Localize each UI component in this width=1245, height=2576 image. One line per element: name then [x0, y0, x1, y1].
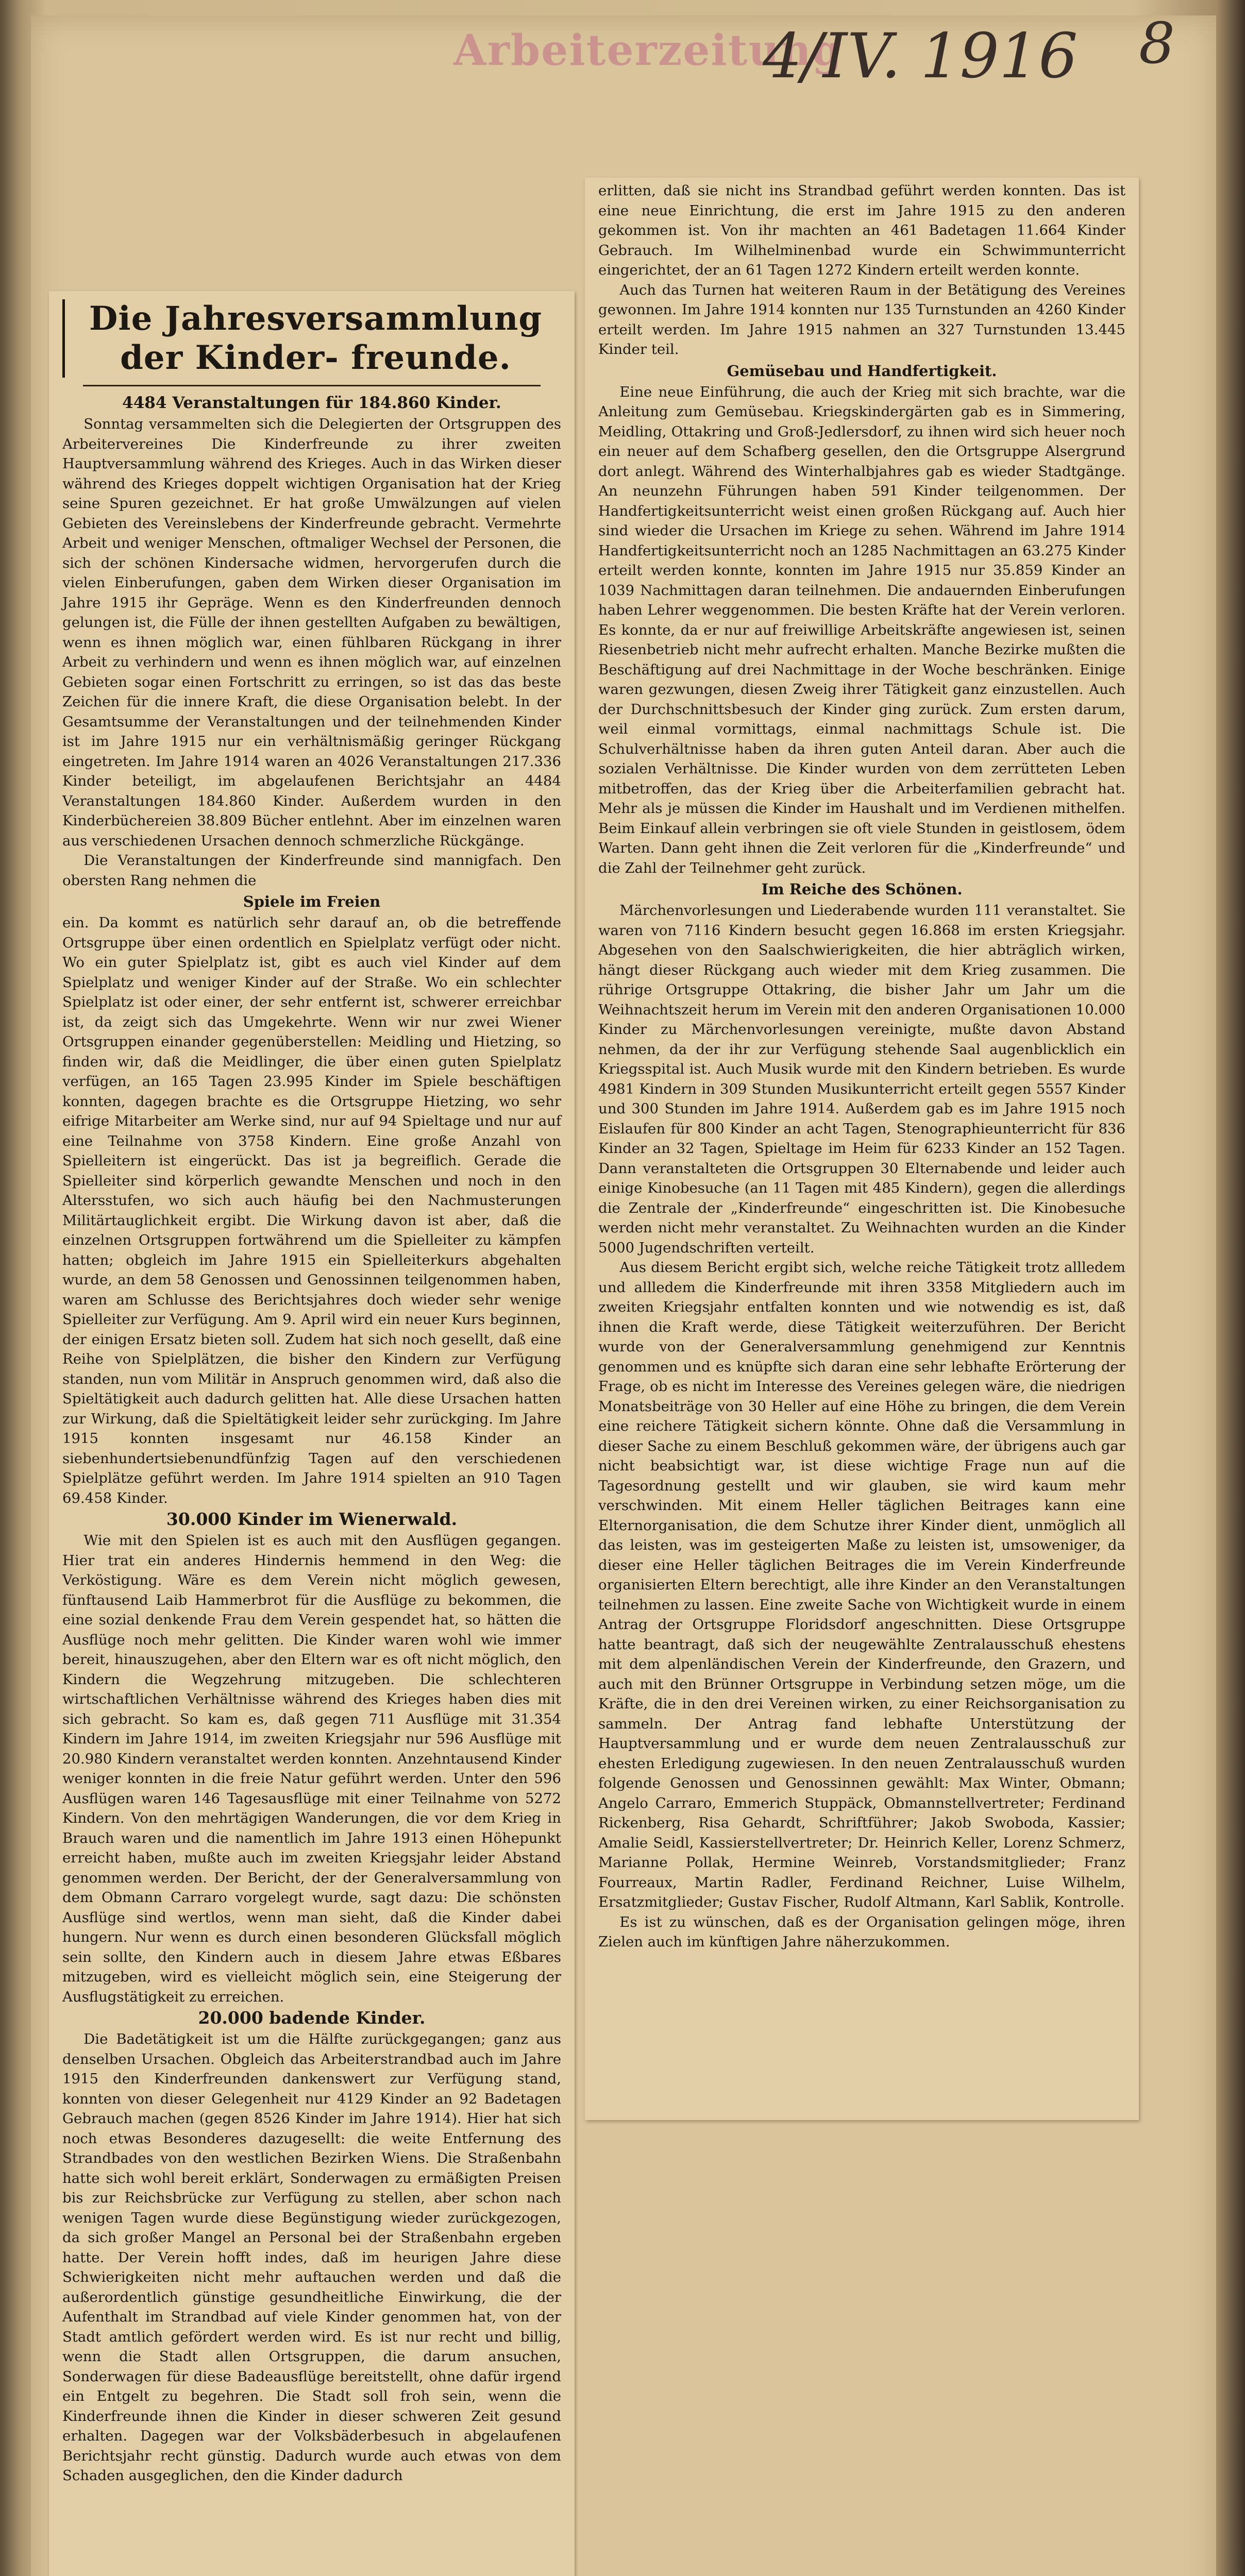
section-heading-baden: 20.000 badende Kinder. — [198, 2008, 426, 2028]
paragraph-turnen: Auch das Turnen hat weiteren Raum in der Betätigung des Vereines gewonnen. Im Jahre 1914 konnten nur 135 Turnstunden an 4260 Kinder erteilt werden. Im Jahre 1915 nahmen an 327 Turnstunden 13.445 Kinder teil. — [598, 281, 1125, 358]
paragraph-wienerwald: Wie mit den Spielen ist es auch mit den Ausflügen gegangen. Hier trat ein anderes Hindernis hemmend in den Weg: die Verköstigung. Wäre es dem Verein nicht möglich gewesen, fünftausend Laib Hammerbrot für die Ausflüge zu bekommen, die eine sozial denkende Frau dem Verein gespendet hat, so hätten die Ausflüge noch mehr gelitten. Die Kinder waren wohl wie immer bereit, hinauszugehen, aber den Eltern war es oft nicht möglich, den Kindern die Wegzehrung mitzugeben. Die schlechteren wirtschaftlichen Verhältnisse während des Krieges haben dies mit sich gebracht. So kam es, daß gegen 711 Ausflüge mit 31.354 Kindern im Jahre 1914, im zweiten Kriegsjahr nur 596 Ausflüge mit 20.980 Kindern veranstaltet werden konnten. Anzehntausend Kinder weniger konnten in die freie Natur geführt werden. Unter den 596 Ausflügen waren 146 Tagesausflüge mit einer Teilnahme von 5272 Kindern. Von den mehrtägigen Wanderungen, die vor dem Krieg in Brauch waren und die namentlich im Jahre 1913 einen Höhepunkt erreicht haben, mußte auch im zweiten Kriegsjahr leider Abstand genommen werden. Der Bericht, der der Generalversammlung von dem Obmann Carraro vorgelegt wurde, sagt dazu: Die schönsten Ausflüge sind wertlos, wenn man sieht, daß die Kinder dabei hungern. Nur wenn es durch einen besonderen Glücksfall möglich sein sollte, den Kindern auch in diesem Jahre etwas Eßbares mitzugeben, wird es vielleicht möglich sein, eine Steigerung der Ausflugstätigkeit zu erreichen. — [62, 1532, 561, 2005]
paragraph-schluss: Es ist zu wünschen, daß es der Organisation gelingen möge, ihren Zielen auch im künftigen Jahre näherzukommen. — [598, 1913, 1125, 1950]
paragraph-intro: Sonntag versammelten sich die Delegierten der Ortsgruppen des Arbeitervereines Die Kinderfreunde zu ihrer zweiten Hauptversammlung während des Krieges. Auch in das Wirken dieser während des Krieges doppelt wichtigen Organisation hat der Krieg seine Spuren gezeichnet. Er hat große Umwälzungen auf vielen Gebieten des Vereinslebens der Kinderfreunde gebracht. Vermehrte Arbeit und weniger Menschen, oftmaliger Wechsel der Personen, die sich der schönen Kindersache widmen, hervorgerufen durch die vielen Einberufungen, gaben dem Wirken dieser Organisation im Jahre 1915 ihr Gepräge. Wenn es den Kinderfreunden dennoch gelungen ist, die Fülle der ihnen gestellten Aufgaben zu bewältigen, wenn es ihnen möglich war, einen fühlbaren Rückgang in ihrer Arbeit zu verhindern und wenn es ihnen möglich war, auf einzelnen Gebieten sogar einen Fortschritt zu erringen, so ist das das beste Zeichen für die innere Kraft, die diese Organisation belebt. In der Gesamtsumme der Veranstaltungen und der teilnehmenden Kinder ist im Jahre 1915 nur ein verhältnismäßig geringer Rückgang eingetreten. Im Jahre 1914 waren an 4026 Veranstaltungen 217.336 Kinder beteiligt, im abgelaufenen Berichtsjahr an 4484 Veranstaltungen 184.860 Kinder. Außerdem wurden in den Kinderbüchereien 38.809 Bücher entlehnt. Aber im einzelnen waren aus verschiedenen Ursachen dennoch schmerzliche Rückgänge. — [62, 416, 561, 849]
article-title: Die Jahresversammlung der Kinder- freunde. — [62, 299, 561, 378]
title-rule — [83, 385, 541, 386]
handwritten-date: 4/IV. 1916 — [763, 21, 1078, 92]
paragraph-bericht: Aus diesem Bericht ergibt sich, welche reiche Tätigkeit trotz allledem und allledem die Kinderfreunde mit ihren 3358 Mitgliedern auch im zweiten Kriegsjahr entfalten konnten und wie notwendig es ist, daß ihnen die Kraft werde, diese Tätigkeit weiterzuführen. Der Bericht wurde von der Generalversammlung genehmigend zur Kenntnis genommen und es knüpfte sich daran eine sehr lebhafte Erörterung der Frage, ob es nicht im Interesse des Vereines gelegen wäre, die niedrigen Monatsbeiträge von 30 Heller auf eine Höhe zu bringen, die dem Verein eine reichere Tätigkeit sichern könnte. Ohne daß die Versammlung in dieser Sache zu einem Beschluß gekommen wäre, der übrigens auch gar nicht beabsichtigt war, ist diese wichtige Frage nun auf die Tagesordnung gestellt und wir glauben, sie wird kaum mehr verschwinden. Mit einem Heller täglichen Beitrages kann eine Elternorganisation, die dem Schutze ihrer Kinder dient, unmöglich all das leisten, was im gesteigerten Maße zu leisten ist, umsoweniger, da dieser eine Heller täglichen Beitrages die im Verein Kinderfreunde organisierten Eltern berechtigt, alle ihre Kinder an den Veranstaltungen teilnehmen zu lassen. Eine zweite Sache von Wichtigkeit wurde in einem Antrag der Ortsgruppe Floridsdorf angeschnitten. Diese Ortsgruppe hatte beantragt, daß sich der neugewählte Zentralausschuß ehestens mit dem alpenländischen Verein der Kinderfreunde, den Grazern, und auch mit den Brünner Ortsgruppe in Verbindung setzen möge, um die Kräfte, die in den drei Vereinen wirken, zu einer Reichsorganisation zu sammeln. Der Antrag fand lebhafte Unterstützung der Hauptversammlung und er wurde dem neuen Zentralausschuß zur ehesten Erledigung zugewiesen. In den neuen Zentralausschuß wurden folgende Genossen und Genossinnen gewählt: Max Winter, Obmann; Angelo Carraro, Emmerich Stuppäck, Obmannstellvertreter; Ferdinand Rickenberg, Risa Gehardt, Schriftführer; Jakob Swoboda, Kassier; Amalie Seidl, Kassierstellvertreter; Dr. Heinrich Keller, Lorenz Schmerz, Marianne Pollak, Hermine Weinreb, Vorstandsmitglieder; Franz Fourreaux, Martin Radler, Ferdinand Reichner, Luise Wilhelm, Ersatzmitglieder; Gustav Fischer, Rudolf Altmann, Karl Sablik, Kontrolle. — [598, 1259, 1125, 1910]
section-heading-schoenen: Im Reiche des Schönen. — [761, 880, 963, 898]
paragraph-gemuese: Eine neue Einführung, die auch der Krieg mit sich brachte, war die Anleitung zum Gemüsebau. Kriegskindergärten gab es in Simmering, Meidling, Ottakring und Groß-Jedlersdorf, zu ihnen wird sich heuer noch ein neuer auf dem Schafberg gesellen, den die Ortsgruppe Alsergrund dort anlegt. Während des Winterhalbjahres gab es wieder Stadtgänge. An neunzehn Führungen haben 591 Kinder teilgenommen. Der Handfertigkeitsunterricht weist einen großen Rückgang auf. Auch hier sind wieder die Ursachen im Kriege zu sehen. Während im Jahre 1914 Handfertigkeitsunterricht noch an 1285 Nachmittagen an 63.275 Kinder erteilt werden konnte, konnten im Jahre 1915 nur 35.859 Kinder an 1039 Nachmittagen daran teilnehmen. Die andauernden Einberufungen haben Lehrer weggenommen. Die besten Kräfte hat der Verein verloren. Es konnte, da er nur auf freiwillige Arbeitskräfte angewiesen ist, seinen Riesenbetrieb nicht mehr aufrecht erhalten. Manche Bezirke mußten die Beschäftigung auf drei Nachmittage in der Woche beschränken. Einige waren gezwungen, diesen Zweig ihrer Tätigkeit ganz einzustellen. Auch der Durchschnittsbesuch der Kinder ging zurück. Zum ersten darum, weil einmal vormittags, einmal nachmittags Schule ist. Die Schulverhältnisse haben da ihren guten Anteil daran. Aber auch die sozialen Verhältnisse. Die Kinder wurden von dem zerrütteten Leben mitbetroffen, das der Krieg über die Arbeiterfamilien gebracht hat. Mehr als je müssen die Kinder im Haushalt und im Verdienen mithelfen. Beim Einkauf allein verbringen sie oft viele Stunden in geistlosem, ödem Warten. Dann geht ihnen die Zeit verloren für die „Kinderfreunde“ und die Zahl der Teilnehmer geht zurück. — [598, 383, 1125, 876]
section-heading-spiele: Spiele im Freien — [243, 893, 381, 910]
paragraph-veranstaltungen: Die Veranstaltungen der Kinderfreunde sind mannigfach. Den obersten Rang nehmen die — [62, 852, 561, 889]
right-column-text — [585, 178, 1139, 1952]
left-column-text — [49, 299, 575, 2486]
paragraph-maerchen: Märchenvorlesungen und Liederabende wurden 111 veranstaltet. Sie waren von 7116 Kindern besucht gegen 16.868 im ersten Kriegsjahr. Abgesehen von den Saalschwierigkeiten, die hier abträglich wirken, hängt dieser Rückgang auch wieder mit dem Krieg zusammen. Die rührige Ortsgruppe Ottakring, die bisher Jahr um Jahr um die Weihnachtszeit herum im Verein mit den anderen Organisationen 10.000 Kinder zu Märchenvorlesungen vereinigte, mußte davon Abstand nehmen, da der ihr zur Verfügung stehende Saal augenblicklich ein Kriegsspital ist. Auch Musik wurde mit den Kindern betrieben. Es wurde 4981 Kindern in 309 Stunden Musikunterricht erteilt gegen 5557 Kinder und 300 Stunden im Jahre 1914. Außerdem gab es im Jahre 1915 noch Eislaufen für 800 Kinder an acht Tagen, Stenographieunterricht für 836 Kinder an 32 Tagen, Spieltage im Heim für 6233 Kinder an 152 Tagen. Dann veranstalteten die Ortsgruppen 30 Elternabende und leider auch einige Kinobesuche (an 11 Tagen mit 485 Kindern), gegen die allerdings die Zentrale der „Kinderfreunde“ eingeschritten ist. Die Kinobesuche werden nicht mehr veranstaltet. Zu Weihnachten wurden an die Kinder 5000 Jugendschriften verteilt. — [598, 902, 1125, 1256]
clipping-left-column — [49, 291, 575, 2576]
paragraph-strandbad: erlitten, daß sie nicht ins Strandbad geführt werden konnten. Das ist eine neue Einrichtung, die erst im Jahre 1915 zu den anderen gekommen ist. Von ihr machten an 461 Badetagen 11.664 Kinder Gebrauch. Im Wilhelminenbad wurde ein Schwimmunterricht eingerichtet, der an 61 Tagen 1272 Kindern erteilt werden konnte. — [598, 182, 1125, 278]
section-heading-gemuese: Gemüsebau und Handfertigkeit. — [727, 362, 997, 380]
article-subtitle: 4484 Veranstaltungen für 184.860 Kinder. — [122, 394, 501, 412]
section-heading-wienerwald: 30.000 Kinder im Wienerwald. — [166, 1509, 458, 1529]
paragraph-spiele: ein. Da kommt es natürlich sehr darauf an, ob die betreffende Ortsgruppe über einen ordentlich en Spielplatz verfügt oder nicht. Wo ein guter Spielplatz ist, gibt es auch viel Kinder auf dem Spielplatz und weniger Kinder auf der Straße. Wo ein schlechter Spielplatz ist oder einer, der sehr entfernt ist, schwerer erreichbar ist, da zeigt sich das Umgekehrte. Wenn wir nur zwei Wiener Ortsgruppen einander gegenüberstellen: Meidling und Hietzing, so finden wir, daß die Meidlinger, die über einen guten Spielplatz verfügen, an 165 Tagen 23.995 Kinder im Spiele beschäftigen konnten, dagegen brachte es die Ortsgruppe Hietzing, wo sehr eifrige Mitarbeiter am Werke sind, nur auf 94 Spieltage und nur auf eine Teilnahme von 3758 Kindern. Eine große Anzahl von Spielleitern ist eingerückt. Das ist ja begreiflich. Gerade die Spielleiter sind körperlich gewandte Menschen und noch in den Altersstufen, wo sich auch häufig bei den Nachmusterungen Militärtauglichkeit ergibt. Die Wirkung davon ist aber, daß die einzelnen Ortsgruppen fortwährend um die Spielleiter zu kämpfen hatten; obgleich im Jahre 1915 ein Spielleiterkurs abgehalten wurde, an dem 58 Genossen und Genossinnen teilgenommen haben, waren am Schlusse des Berichtsjahres doch wieder sehr wenige Spielleiter zur Verfügung. Am 9. April wird ein neuer Kurs beginnen, der einigen Ersatz bieten soll. Zudem hat sich noch gesellt, daß eine Reihe von Spielplätzen, die bisher den Kindern zur Verfügung standen, nun vom Militär in Anspruch genommen wird, daß also die Spieltätigkeit auch dadurch gelitten hat. Alle diese Ursachen hatten zur Wirkung, daß die Spieltätigkeit leider sehr zurückging. Im Jahre 1915 konnten insgesamt nur 46.158 Kinder an siebenhundertsiebenundfünfzig Tagen auf den verschiedenen Spielplätze geführt werden. Im Jahre 1914 spielten an 910 Tagen 69.458 Kinder. — [62, 914, 561, 1506]
clipping-right-column — [585, 178, 1139, 2120]
paragraph-baden: Die Badetätigkeit ist um die Hälfte zurückgegangen; ganz aus denselben Ursachen. Obgleich das Arbeiterstrandbad auch im Jahre 1915 den Kinderfreunden dankenswert zur Verfügung stand, konnten von dieser Gelegenheit nur 4129 Kinder an 92 Badetagen Gebrauch machen (gegen 8526 Kinder im Jahre 1914). Hier hat sich noch etwas Besonderes dazugesellt: die weite Entfernung des Strandbades von den westlichen Bezirken Wiens. Die Straßenbahn hatte sich wohl bereit erklärt, Sonderwagen zu ermäßigten Preisen bis zur Reichsbrücke zur Verfügung zu stellen, aber schon nach wenigen Tagen wurde diese Begünstigung wieder zurückgezogen, da sich großer Mangel an Personal bei der Straßenbahn ergeben hatte. Der Verein hofft indes, daß im heurigen Jahre diese Schwierigkeiten nicht mehr auftauchen werden und daß die außerordentlich günstige gesundheitliche Einwirkung, die der Aufenthalt im Strandbad auf viele Kinder genommen hat, von der Stadt amtlich gefördert werden wird. Es ist nur recht und billig, wenn die Stadt allen Ortsgruppen, die darum ansuchen, Sonderwagen für diese Badeausflüge bereitstellt, ohne dafür irgend ein Entgelt zu begehren. Die Stadt soll froh sein, wenn die Kinderfreunde ihnen die Kinder in dieser schweren Zeit gesund erhalten. Dagegen war der Volksbäderbesuch in abgelaufenen Berichtsjahr recht günstig. Dadurch wurde auch etwas von dem Schaden ausgeglichen, den die Kinder dadurch — [62, 2031, 561, 2484]
newspaper-name-stamp: Arbeiterzeitung — [453, 26, 843, 75]
handwritten-page-number: 8 — [1139, 10, 1175, 76]
